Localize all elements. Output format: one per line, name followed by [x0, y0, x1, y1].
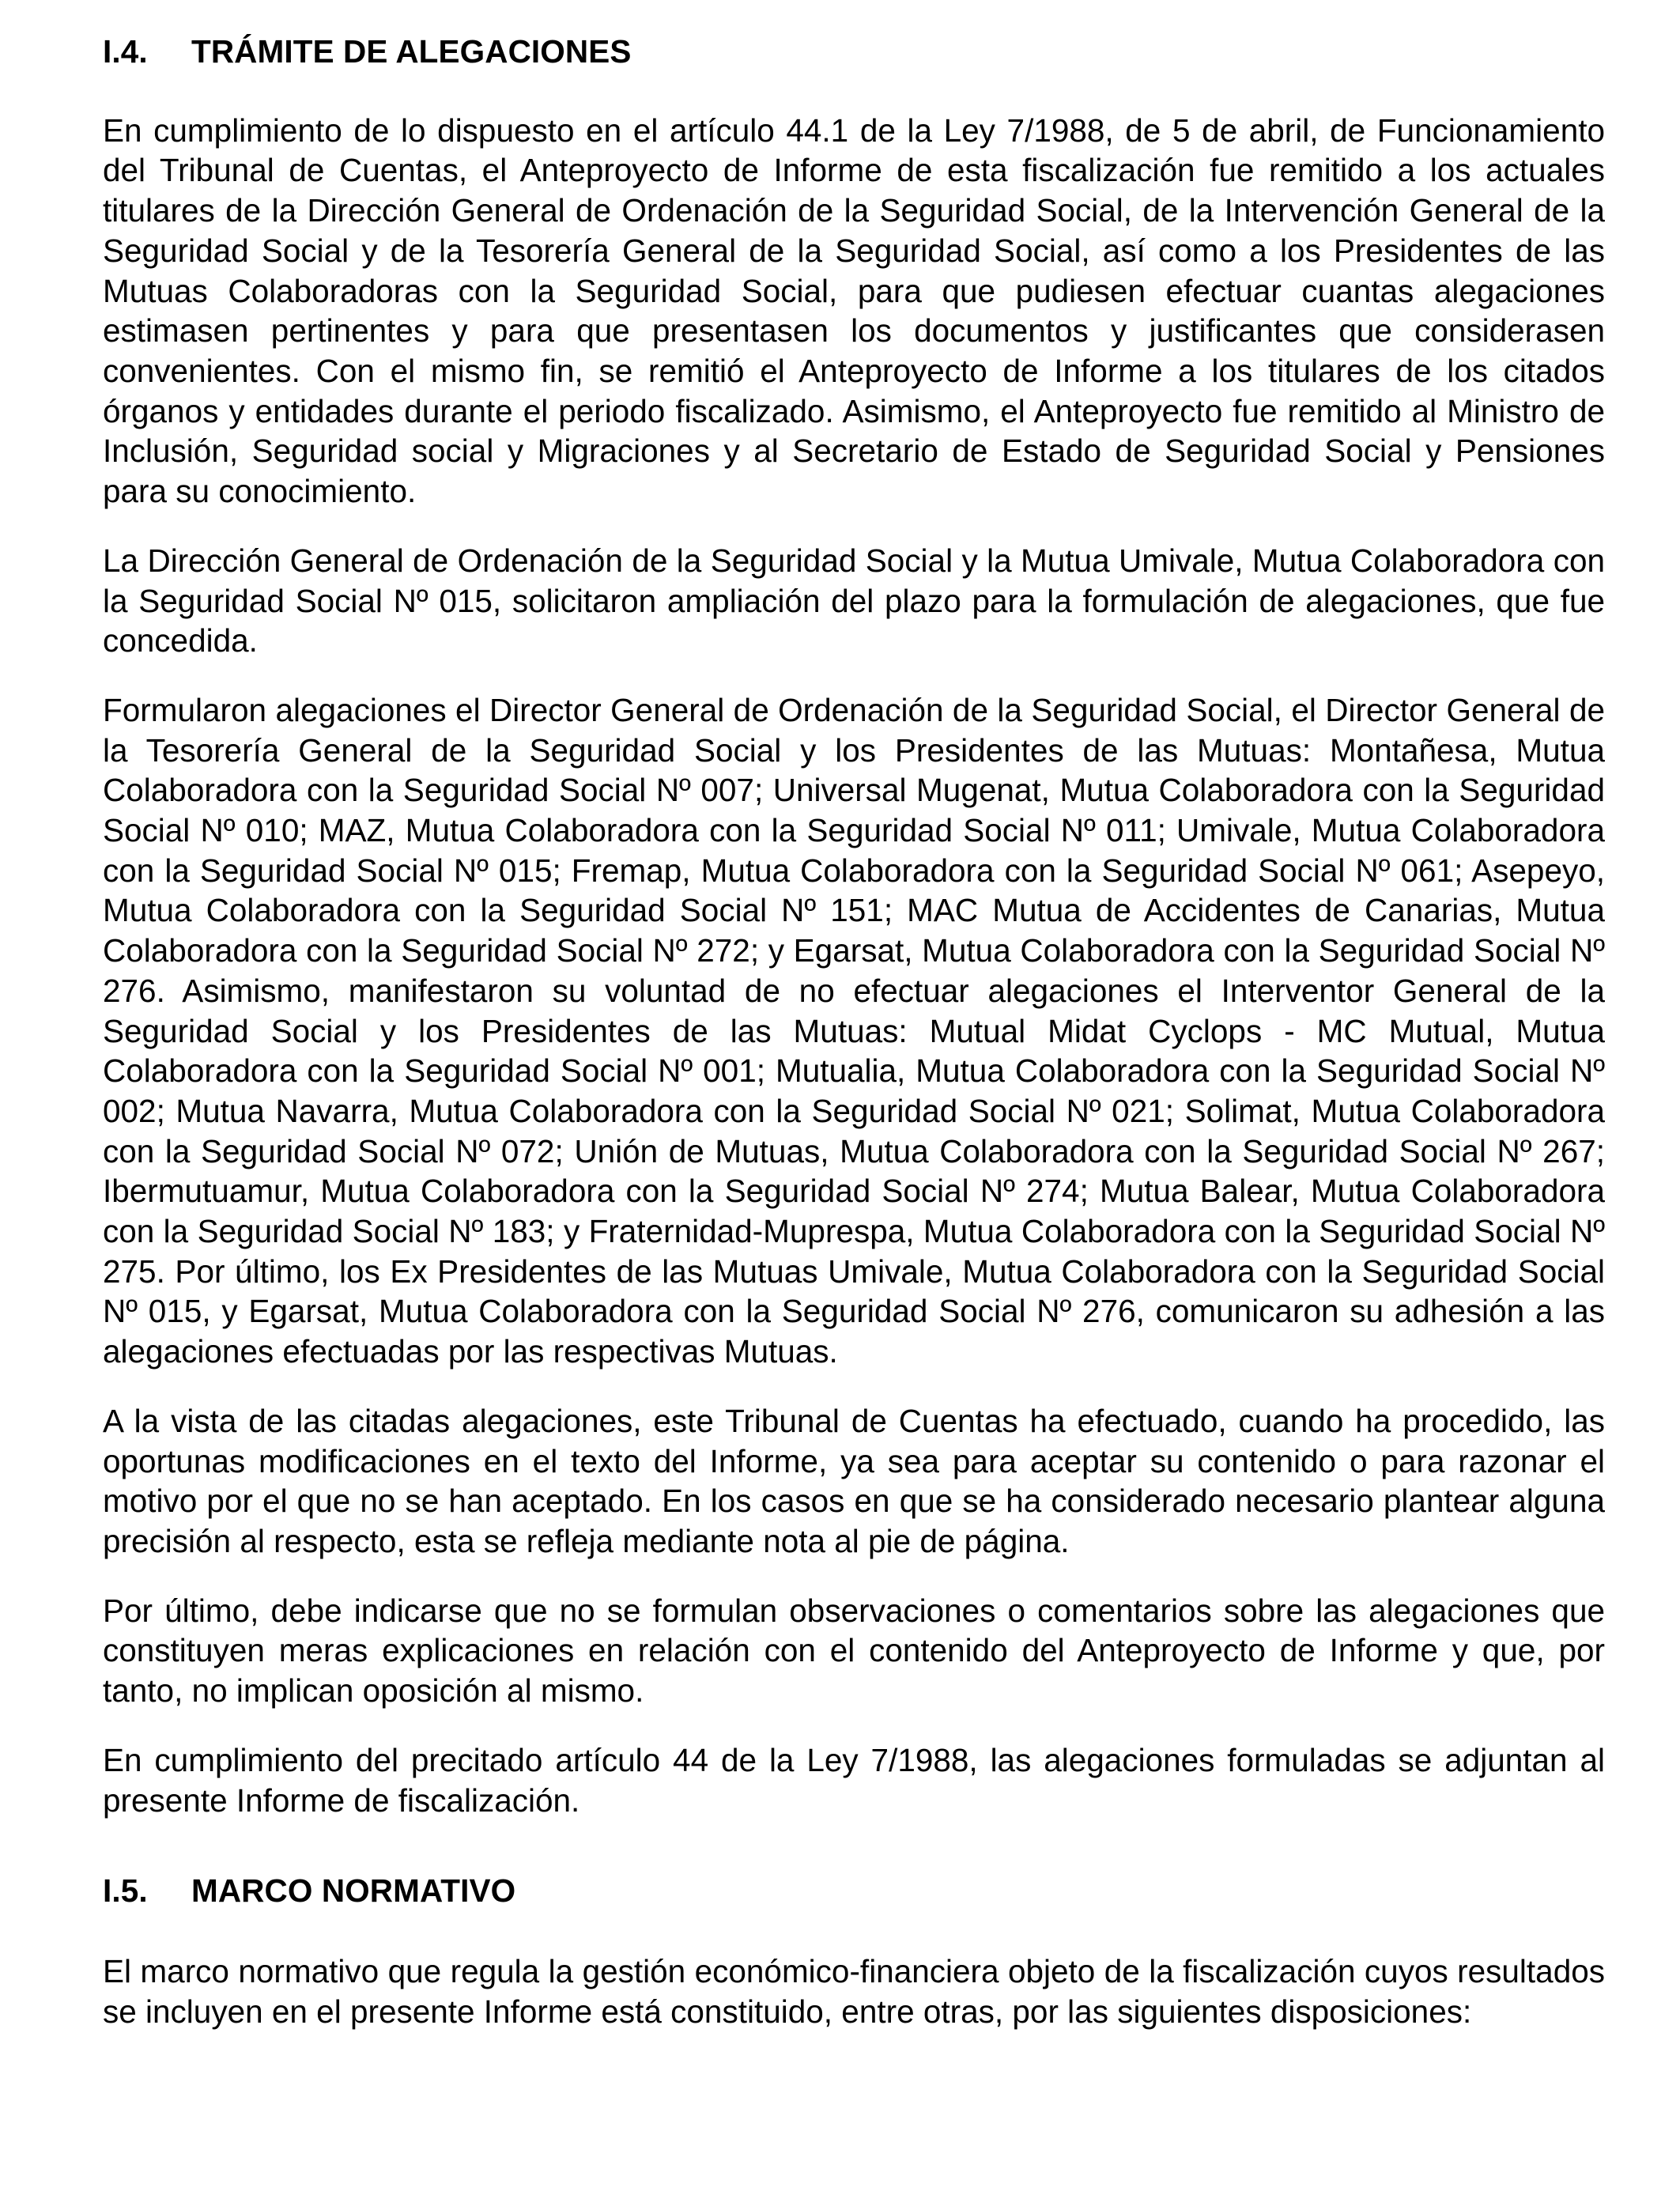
paragraph-observaciones-comentarios: Por último, debe indicarse que no se formulan observaciones o comentarios sobre las alegaciones que constituyen meras explicaciones en relación con el contenido del Anteproyecto de Informe y que, por tanto, no implican oposición al mismo.: [103, 1592, 1605, 1710]
section-heading-tramite-alegaciones: [103, 33, 1605, 71]
paragraph-marco-normativo-intro: El marco normativo que regula la gestión económico-financiera objeto de la fiscalización cuyos resultados se incluyen en el presente Informe está constituido, entre otras, por las siguientes disposiciones:: [103, 1952, 1605, 2030]
spacer: [103, 1562, 1605, 1591]
paragraph-articulo-44-adjuncion: En cumplimiento del precitado artículo 44 de la Ley 7/1988, las alegaciones formuladas se adjuntan al presente Informe de fiscalización.: [103, 1741, 1605, 1819]
spacer: [103, 71, 1605, 111]
document-body: [103, 33, 1605, 2031]
spacer: [103, 1820, 1605, 1872]
spacer: [103, 1372, 1605, 1401]
section-title: MARCO NORMATIVO: [191, 1872, 516, 1910]
section-number: I.5.: [103, 1872, 148, 1910]
spacer: [103, 1711, 1605, 1740]
spacer: [103, 512, 1605, 541]
section-number: I.4.: [103, 33, 148, 70]
paragraph-modificaciones-informe: A la vista de las citadas alegaciones, este Tribunal de Cuentas ha efectuado, cuando ha procedido, las oportunas modificaciones en el texto del Informe, ya sea para aceptar su contenido o para razonar el motivo por el que no se han aceptado. En los casos en que se ha considerado necesario plantear alguna precisión al respecto, esta se refleja mediante nota al pie de página.: [103, 1402, 1605, 1559]
paragraph-formularon-alegaciones: Formularon alegaciones el Director General de Ordenación de la Seguridad Social, el Director General de la Tesorería General de la Seguridad Social y los Presidentes de las Mutuas: Montañesa, Mutua Colaboradora con la Seguridad Social Nº 007; Universal Mugenat, Mutua Colaboradora con la Seguridad Social Nº 010; MAZ, Mutua Colaboradora con la Seguridad Social Nº 011; Umivale, Mutua Colaboradora con la Seguridad Social Nº 015; Fremap, Mutua Colaboradora con la Seguridad Social Nº 061; Asepeyo, Mutua Colaboradora con la Seguridad Social Nº 151; MAC Mutua de Accidentes de Canarias, Mutua Colaboradora con la Seguridad Social Nº 272; y Egarsat, Mutua Colaboradora con la Seguridad Social Nº 276. Asimismo, manifestaron su voluntad de no efectuar alegaciones el Interventor General de la Seguridad Social y los Presidentes de las Mutuas: Mutual Midat Cyclops - MC Mutual, Mutua Colaboradora con la Seguridad Social Nº 001; Mutualia, Mutua Colaboradora con la Seguridad Social Nº 002; Mutua Navarra, Mutua Colaboradora con la Seguridad Social Nº 021; Solimat, Mutua Colaboradora con la Seguridad Social Nº 072; Unión de Mutuas, Mutua Colaboradora con la Seguridad Social Nº 267; Ibermutuamur, Mutua Colaboradora con la Seguridad Social Nº 274; Mutua Balear, Mutua Colaboradora con la Seguridad Social Nº 183; y Fraternidad-Muprespa, Mutua Colaboradora con la Seguridad Social Nº 275. Por último, los Ex Presidentes de las Mutuas Umivale, Mutua Colaboradora con la Seguridad Social Nº 015, y Egarsat, Mutua Colaboradora con la Seguridad Social Nº 276, comunicaron su adhesión a las alegaciones efectuadas por las respectivas Mutuas.: [103, 691, 1605, 1370]
spacer: [103, 661, 1605, 690]
section-heading-marco-normativo: [103, 1872, 1605, 1910]
spacer: [103, 1910, 1605, 1951]
paragraph-cumplimiento-articulo-44-1: En cumplimiento de lo dispuesto en el artículo 44.1 de la Ley 7/1988, de 5 de abril, de Funcionamiento del Tribunal de Cuentas, el Anteproyecto de Informe de esta fiscalización fue remitido a los actuales titulares de la Dirección General de Ordenación de la Seguridad Social, de la Intervención General de la Seguridad Social y de la Tesorería General de la Seguridad Social, así como a los Presidentes de las Mutuas Colaboradoras con la Seguridad Social, para que pudiesen efectuar cuantas alegaciones estimasen pertinentes y para que presentasen los documentos y justificantes que considerasen convenientes. Con el mismo fin, se remitió el Anteproyecto de Informe a los titulares de los citados órganos y entidades durante el periodo fiscalizado. Asimismo, el Anteproyecto fue remitido al Ministro de Inclusión, Seguridad social y Migraciones y al Secretario de Estado de Seguridad Social y Pensiones para su conocimiento.: [103, 111, 1605, 510]
section-title: TRÁMITE DE ALEGACIONES: [191, 33, 632, 70]
paragraph-ampliacion-plazo: La Dirección General de Ordenación de la Seguridad Social y la Mutua Umivale, Mutua Colaboradora con la Seguridad Social Nº 015, solicitaron ampliación del plazo para la formulación de alegaciones, que fue concedida.: [103, 542, 1605, 659]
